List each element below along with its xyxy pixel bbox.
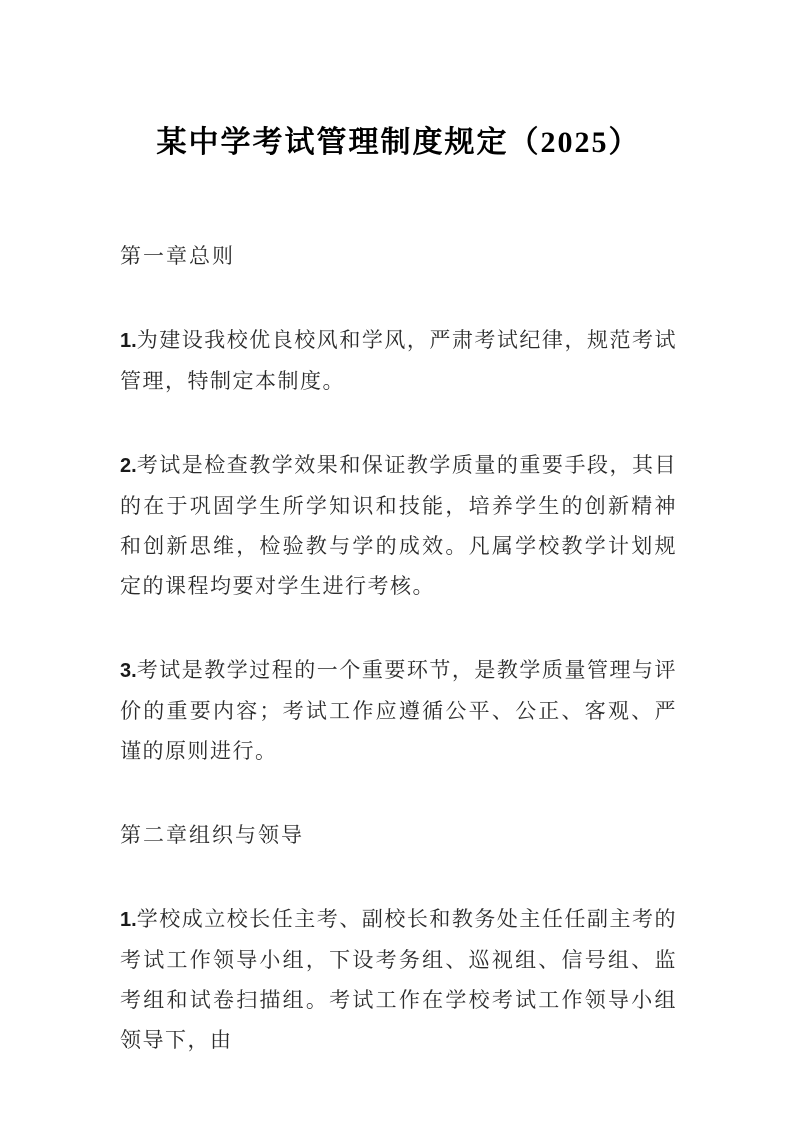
paragraph-number: 1. bbox=[120, 909, 137, 931]
paragraph-text: 考试是教学过程的一个重要环节，是教学质量管理与评价的重要内容；考试工作应遵循公平、公正、客观、严谨的原则进行。 bbox=[120, 658, 677, 763]
paragraph bbox=[120, 899, 677, 1060]
paragraph bbox=[120, 650, 677, 771]
chapter-1-heading: 第一章总则 bbox=[120, 244, 235, 268]
paragraph-text: 为建设我校优良校风和学风，严肃考试纪律，规范考试管理，特制定本制度。 bbox=[120, 328, 677, 393]
paragraph-text: 考试是检查教学效果和保证教学质量的重要手段，其目的在于巩固学生所学知识和技能，培养学生的创新精神和创新思维，检验教与学的成效。凡属学校教学计划规定的课程均要对学生进行考核。 bbox=[120, 453, 677, 598]
paragraph bbox=[120, 445, 677, 606]
paragraph-text: 学校成立校长任主考、副校长和教务处主任任副主考的考试工作领导小组，下设考务组、巡视组、信号组、监考组和试卷扫描组。考试工作在学校考试工作领导小组领导下，由 bbox=[120, 907, 677, 1052]
paragraph-number: 1. bbox=[120, 330, 137, 352]
paragraph bbox=[120, 320, 677, 401]
paragraph-number: 3. bbox=[120, 660, 137, 682]
paragraph-number: 2. bbox=[120, 455, 137, 477]
document-title: 某中学考试管理制度规定（2025） bbox=[156, 126, 641, 159]
chapter-2-heading: 第二章组织与领导 bbox=[120, 823, 304, 847]
